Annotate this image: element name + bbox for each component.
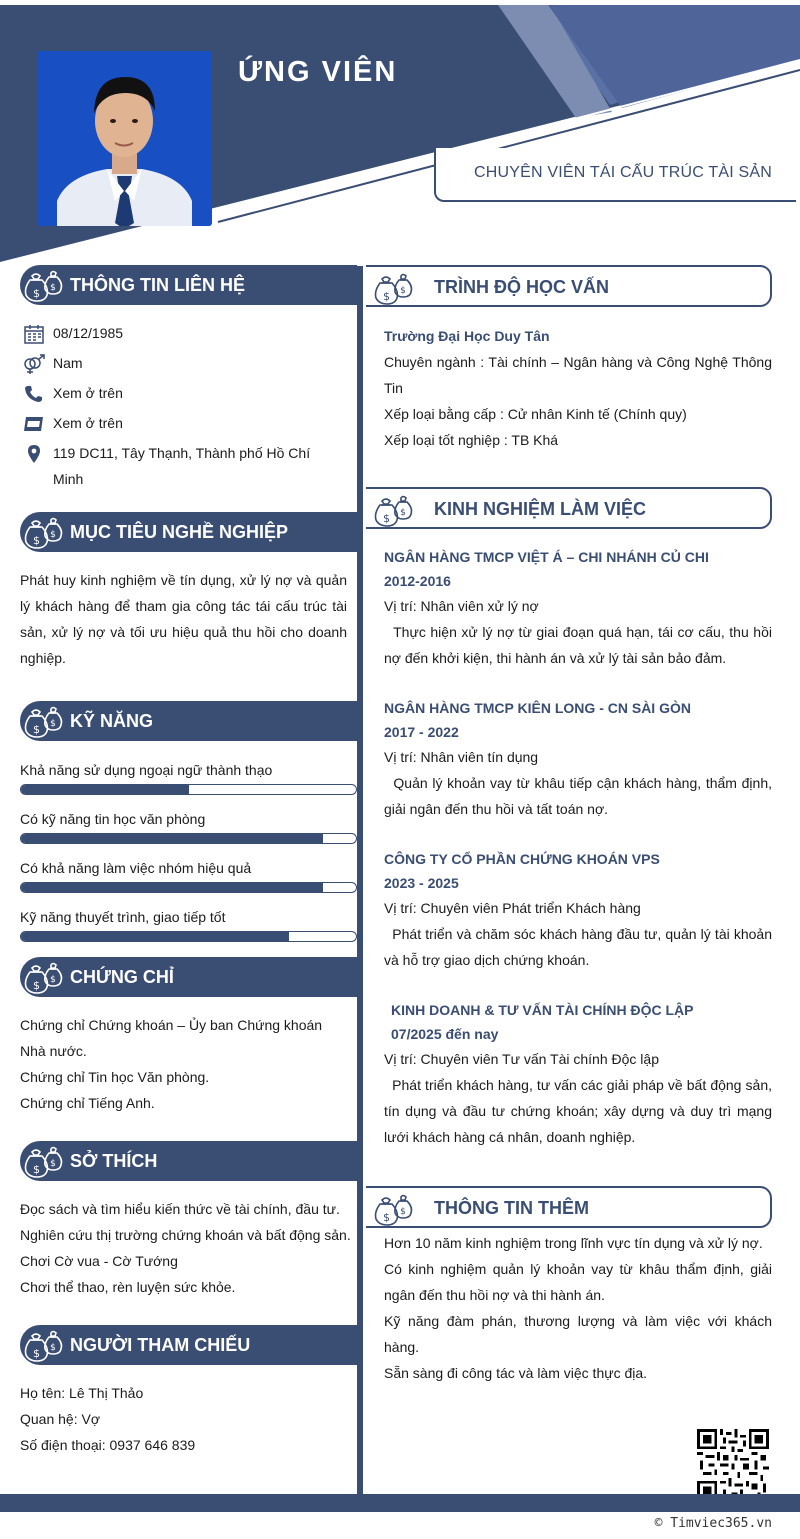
gender-value: Nam <box>53 355 83 371</box>
money-bag-icon <box>22 704 66 738</box>
section-title: THÔNG TIN THÊM <box>434 1198 589 1218</box>
skill-progress-bar <box>20 784 357 795</box>
school-name: Trường Đại Học Duy Tân <box>384 328 550 344</box>
section-header-experience <box>366 487 772 529</box>
hobby-item: Nghiên cứu thị trường chứng khoán và bất động sản. <box>20 1227 351 1243</box>
section-header-additional <box>366 1186 772 1228</box>
section-title: NGƯỜI THAM CHIẾU <box>70 1335 251 1355</box>
certificates-list <box>20 1012 350 1116</box>
section-title: THÔNG TIN LIÊN HỆ <box>70 275 245 295</box>
education-block <box>384 323 772 453</box>
experience-position: Vị trí: Nhân viên tín dụng <box>384 749 539 765</box>
hobby-item: Chơi thể thao, rèn luyện sức khỏe. <box>20 1279 236 1295</box>
section-header-skills <box>20 701 357 741</box>
education-grade: Xếp loại tốt nghiệp : TB Khá <box>384 432 559 448</box>
skill-progress-bar <box>20 882 357 893</box>
experience-company: NGÂN HÀNG TMCP KIÊN LONG - CN SÀI GÒN <box>384 700 691 716</box>
phone-value: Xem ở trên <box>53 385 123 401</box>
map-pin-icon <box>22 444 46 464</box>
skill-label: Có kỹ năng tin học văn phòng <box>20 811 206 827</box>
section-header-education <box>366 265 772 307</box>
section-title: SỞ THÍCH <box>70 1151 158 1171</box>
section-title: KINH NGHIỆM LÀM VIỆC <box>434 499 647 519</box>
email-value: Xem ở trên <box>53 415 123 431</box>
skill-label: Khả năng sử dụng ngoại ngữ thành thạo <box>20 762 273 778</box>
svg-text:$: $ <box>33 979 40 992</box>
money-bag-icon <box>372 1192 418 1226</box>
avatar-photo <box>37 51 212 226</box>
experience-position: Vị trí: Nhân viên xử lý nợ <box>384 598 539 614</box>
skill-progress-fill <box>21 932 289 941</box>
reference-item: Số điện thoại: 0937 646 839 <box>20 1437 196 1453</box>
money-bag-icon <box>22 960 66 994</box>
money-bag-icon <box>22 1328 66 1362</box>
svg-text:$: $ <box>50 1343 56 1353</box>
qr-code <box>693 1425 773 1505</box>
money-bag-icon <box>372 271 418 305</box>
certificate-item: Chứng chỉ Chứng khoán – Ủy ban Chứng khoán Nhà nước. <box>20 1017 323 1059</box>
hobbies-list <box>20 1196 355 1300</box>
experience-description: Phát triển và chăm sóc khách hàng đầu tư, quản lý tài khoản và hỗ trợ giao dịch chứng khoán. <box>384 926 776 968</box>
svg-text:$: $ <box>383 512 390 525</box>
money-bag-icon <box>22 268 66 302</box>
footer-bar <box>0 1494 800 1512</box>
column-divider <box>357 266 363 1494</box>
experience-company: NGÂN HÀNG TMCP VIỆT Á – CHI NHÁNH CỦ CHI <box>384 549 709 565</box>
section-title: TRÌNH ĐỘ HỌC VẤN <box>434 277 609 297</box>
experience-company: CÔNG TY CỔ PHẦN CHỨNG KHOÁN VPS <box>384 851 660 867</box>
svg-text:$: $ <box>33 1163 40 1176</box>
envelope-icon <box>22 414 46 434</box>
experience-period: 2017 - 2022 <box>384 724 459 740</box>
education-major: Chuyên ngành : Tài chính – Ngân hàng và Công Nghệ Thông Tin <box>384 354 772 396</box>
section-title: MỤC TIÊU NGHỀ NGHIỆP <box>70 522 289 542</box>
svg-text:$: $ <box>33 534 40 547</box>
qr-code-pattern <box>697 1429 769 1501</box>
experience-position: Vị trí: Chuyên viên Phát triển Khách hàng <box>384 900 641 916</box>
job-title: CHUYÊN VIÊN TÁI CẤU TRÚC TÀI SẢN <box>474 164 773 181</box>
objective-text: Phát huy kinh nghiệm về tín dụng, xử lý nợ và quản lý khách hàng để tham gia công tác tái cấu trúc tài sản, xử lý nợ và tối ưu hiệu quả thu hồi cho doanh nghiệp. <box>20 572 347 666</box>
address-value: 119 DC11, Tây Thạnh, Thành phố Hồ Chí Minh <box>53 445 311 487</box>
reference-item: Họ tên: Lê Thị Thảo <box>20 1385 144 1401</box>
reference-item: Quan hệ: Vợ <box>20 1411 101 1427</box>
section-header-contact <box>20 265 357 305</box>
skill-progress-fill <box>21 834 323 843</box>
additional-item: Hơn 10 năm kinh nghiệm trong lĩnh vực tín dụng và xử lý nợ. <box>384 1235 763 1251</box>
svg-text:$: $ <box>400 286 406 296</box>
experience-description: Quản lý khoản vay từ khâu tiếp cận khách hàng, thẩm định, giải ngân đến thu hồi và tất toán nợ. <box>384 775 776 817</box>
additional-item: Sẵn sàng đi công tác và làm việc thực địa. <box>384 1365 648 1381</box>
hobby-item: Chơi Cờ vua - Cờ Tướng <box>20 1253 178 1269</box>
experience-period: 2023 - 2025 <box>384 875 459 891</box>
additional-item: Có kinh nghiệm quản lý khoản vay từ khâu thẩm định, giải ngân đến thu hồi nợ và thi hành án. <box>384 1261 772 1303</box>
certificate-item: Chứng chỉ Tin học Văn phòng. <box>20 1069 210 1085</box>
job-title-box <box>434 148 796 202</box>
skill-label: Kỹ năng thuyết trình, giao tiếp tốt <box>20 909 226 925</box>
hobby-item: Đọc sách và tìm hiểu kiến thức về tài chính, đầu tư. <box>20 1201 340 1217</box>
section-header-references <box>20 1325 357 1365</box>
experience-position: Vị trí: Chuyên viên Tư vấn Tài chính Độc lập <box>384 1051 659 1067</box>
education-degree: Xếp loại bằng cấp : Cử nhân Kinh tế (Chính quy) <box>384 406 687 422</box>
experience-item <box>384 696 776 822</box>
additional-item: Kỹ năng đàm phán, thương lượng và làm việc với khách hàng. <box>384 1313 772 1355</box>
experience-period: 07/2025 đến nay <box>391 1026 499 1042</box>
phone-icon <box>22 384 46 404</box>
experience-period: 2012-2016 <box>384 573 451 589</box>
svg-text:$: $ <box>383 1211 390 1224</box>
section-title: CHỨNG CHỈ <box>70 967 174 987</box>
certificate-item: Chứng chỉ Tiếng Anh. <box>20 1095 155 1111</box>
money-bag-icon <box>22 1144 66 1178</box>
section-header-hobbies <box>20 1141 357 1181</box>
references-list <box>20 1380 350 1458</box>
money-bag-icon <box>372 493 418 527</box>
experience-item <box>384 545 776 671</box>
gender-icon <box>22 354 46 374</box>
experience-item <box>384 847 776 973</box>
calendar-icon <box>22 324 46 344</box>
svg-text:$: $ <box>50 283 56 293</box>
candidate-name: ỨNG VIÊN <box>238 56 398 88</box>
skill-progress-fill <box>21 785 189 794</box>
svg-text:$: $ <box>33 1347 40 1360</box>
skill-progress-fill <box>21 883 323 892</box>
cv-header <box>0 0 800 270</box>
birthday-value: 08/12/1985 <box>53 325 124 341</box>
svg-text:$: $ <box>400 1207 406 1217</box>
experience-company: KINH DOANH & TƯ VẤN TÀI CHÍNH ĐỘC LẬP <box>391 1002 694 1018</box>
experience-item <box>384 998 776 1150</box>
skill-progress-bar <box>20 833 357 844</box>
section-header-certificates <box>20 957 357 997</box>
copyright-text[interactable]: © Timviec365.vn <box>654 1516 772 1531</box>
svg-text:$: $ <box>50 719 56 729</box>
skill-progress-bar <box>20 931 357 942</box>
svg-text:$: $ <box>383 290 390 303</box>
skill-label: Có khả năng làm việc nhóm hiệu quả <box>20 860 252 876</box>
svg-text:$: $ <box>400 508 406 518</box>
money-bag-icon <box>22 515 66 549</box>
svg-text:$: $ <box>50 1159 56 1169</box>
svg-text:$: $ <box>50 975 56 985</box>
svg-text:$: $ <box>33 723 40 736</box>
svg-text:$: $ <box>50 530 56 540</box>
section-title: KỸ NĂNG <box>70 711 154 731</box>
experience-description: Thực hiện xử lý nợ từ giai đoạn quá hạn, tái cơ cấu, thu hồi nợ đến khởi kiện, thi hành án và xử lý tài sản bảo đảm. <box>384 624 776 666</box>
experience-description: Phát triển khách hàng, tư vấn các giải pháp về bất động sản, tín dụng và đầu tư chứng khoán; xây dựng và duy trì mạng lưới khách hàng cá nhân, doanh nghiệp. <box>384 1077 776 1145</box>
svg-text:$: $ <box>33 287 40 300</box>
additional-list <box>384 1230 772 1386</box>
section-header-objective <box>20 512 357 552</box>
